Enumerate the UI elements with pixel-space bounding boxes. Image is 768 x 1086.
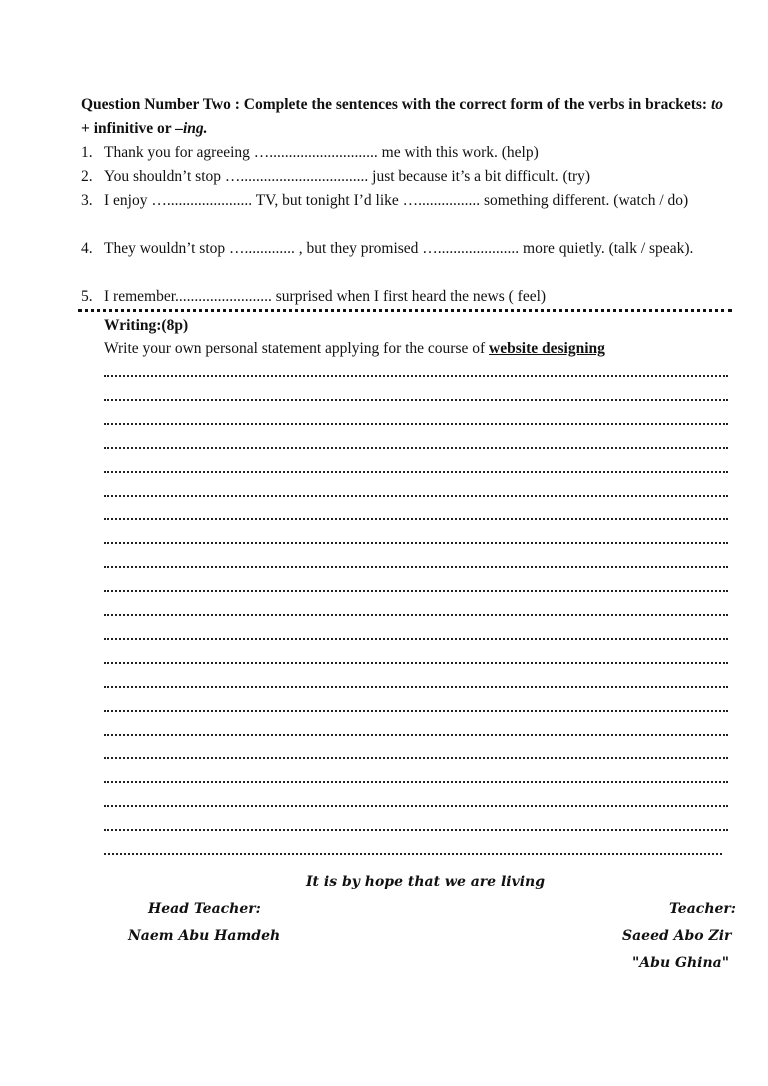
title-infinitive-text: + infinitive or xyxy=(81,120,176,137)
teacher-label: Teacher: xyxy=(669,901,736,917)
writing-prompt-text: Write your own personal statement applying for the course of xyxy=(104,340,490,357)
answer-line[interactable] xyxy=(104,734,728,736)
teacher-nickname: "Abu Ghina" xyxy=(632,955,729,971)
answer-line[interactable] xyxy=(104,590,728,592)
answer-line[interactable] xyxy=(104,614,728,616)
head-teacher-name: Naem Abu Hamdeh xyxy=(128,928,281,944)
writing-prompt xyxy=(104,338,605,360)
course-name: website designing xyxy=(489,340,605,357)
item-text: Thank you for agreeing …............................ me with this work. (help) xyxy=(104,144,539,161)
answer-line[interactable] xyxy=(104,781,728,783)
item-number: 3. xyxy=(81,192,93,209)
title-to-text: to xyxy=(710,96,723,113)
answer-line[interactable] xyxy=(104,471,728,473)
answer-line[interactable] xyxy=(104,518,728,520)
item-text: I enjoy …...................... TV, but tonight I’d like …................ something different. (watch / do) xyxy=(104,192,689,209)
teacher-name: Saeed Abo Zir xyxy=(622,928,732,944)
title-main-text: Question Number Two : Complete the sentences with the correct form of the verbs in brackets: xyxy=(81,96,711,113)
answer-line[interactable] xyxy=(104,375,728,377)
question-two-title xyxy=(81,93,731,141)
answer-line[interactable] xyxy=(104,710,728,712)
item-number: 2. xyxy=(81,168,93,185)
answer-line[interactable] xyxy=(104,829,728,831)
answer-line[interactable] xyxy=(104,447,728,449)
writing-heading: Writing:(8p) xyxy=(104,317,189,334)
section-divider xyxy=(78,309,732,312)
item-text: They wouldn’t stop …............. , but they promised …..................... more quietly. (talk / speak). xyxy=(104,240,694,257)
motto: It is by hope that we are living xyxy=(306,874,546,890)
answer-line[interactable] xyxy=(104,495,728,497)
answer-line[interactable] xyxy=(104,542,728,544)
answer-line[interactable] xyxy=(104,686,728,688)
answer-line[interactable] xyxy=(104,662,728,664)
head-teacher-label: Head Teacher: xyxy=(148,901,261,917)
item-text: You shouldn’t stop …................................. just because it’s a bit difficult. (try) xyxy=(104,168,591,185)
answer-line[interactable] xyxy=(104,757,728,759)
item-number: 1. xyxy=(81,144,93,161)
answer-line[interactable] xyxy=(104,805,728,807)
item-number: 4. xyxy=(81,240,93,257)
answer-line[interactable] xyxy=(104,423,728,425)
item-number: 5. xyxy=(81,288,93,305)
answer-line[interactable] xyxy=(104,853,722,855)
answer-line[interactable] xyxy=(104,399,728,401)
answer-line[interactable] xyxy=(104,566,728,568)
answer-line[interactable] xyxy=(104,638,728,640)
item-text: I remember......................... surprised when I first heard the news ( feel) xyxy=(104,288,547,305)
title-ing-text: –ing. xyxy=(175,120,208,137)
